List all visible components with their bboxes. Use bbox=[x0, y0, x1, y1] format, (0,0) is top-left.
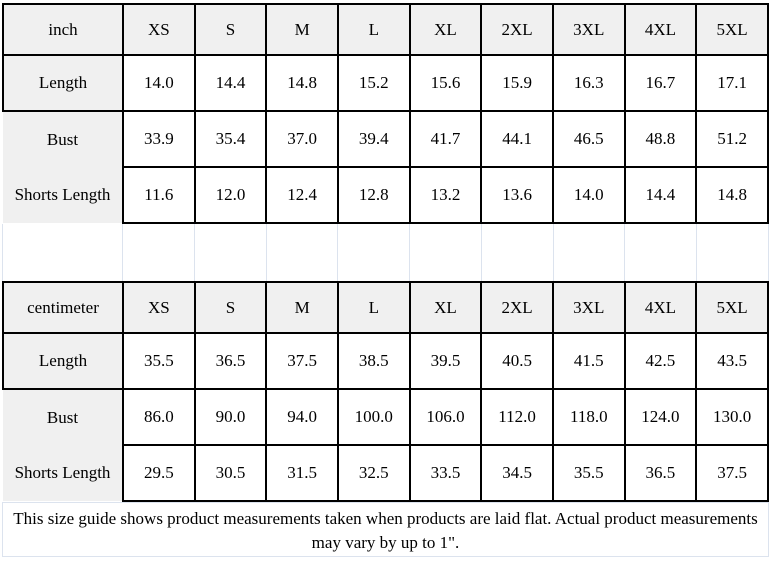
measurement-cell: 15.2 bbox=[338, 55, 410, 111]
measurement-cell: 12.8 bbox=[338, 167, 410, 223]
measurement-cell: 15.9 bbox=[481, 55, 553, 111]
centimeter-size-table bbox=[2, 281, 769, 502]
measurement-cell: 31.5 bbox=[266, 445, 338, 501]
measurement-cell: 14.8 bbox=[696, 167, 768, 223]
measurement-cell: 33.9 bbox=[123, 111, 195, 167]
measurement-cell: 33.5 bbox=[410, 445, 482, 501]
measurement-cell: 36.5 bbox=[195, 333, 267, 389]
gridline-cell bbox=[554, 224, 626, 281]
measurement-cell: 37.0 bbox=[266, 111, 338, 167]
gridline-cell bbox=[625, 224, 697, 281]
size-column-header: XL bbox=[410, 282, 482, 333]
size-column-header: XS bbox=[123, 4, 195, 55]
measurement-cell: 16.3 bbox=[553, 55, 625, 111]
table-row bbox=[3, 333, 768, 389]
disclaimer-line2: may vary by up to 1". bbox=[311, 533, 460, 552]
measurement-cell: 41.5 bbox=[553, 333, 625, 389]
measurement-cell: 44.1 bbox=[481, 111, 553, 167]
measurement-cell: 118.0 bbox=[553, 389, 625, 445]
measurement-cell: 35.5 bbox=[553, 445, 625, 501]
measurement-cell: 16.7 bbox=[625, 55, 697, 111]
measurement-cell: 14.4 bbox=[625, 167, 697, 223]
measurement-cell: 13.2 bbox=[410, 167, 482, 223]
table-row bbox=[3, 55, 768, 111]
unit-label: centimeter bbox=[3, 282, 123, 333]
measurement-cell: 41.7 bbox=[410, 111, 482, 167]
gridline-cell bbox=[697, 224, 769, 281]
measurement-cell: 32.5 bbox=[338, 445, 410, 501]
table-row bbox=[3, 445, 768, 501]
size-column-header: XS bbox=[123, 282, 195, 333]
size-column-header: S bbox=[195, 4, 267, 55]
measurement-cell: 39.4 bbox=[338, 111, 410, 167]
size-column-header: S bbox=[195, 282, 267, 333]
size-column-header: 3XL bbox=[553, 282, 625, 333]
gridline-cell bbox=[3, 224, 123, 281]
measurement-cell: 48.8 bbox=[625, 111, 697, 167]
gridline-cell bbox=[410, 224, 482, 281]
size-column-header: 5XL bbox=[696, 282, 768, 333]
measurement-cell: 36.5 bbox=[625, 445, 697, 501]
inch-size-table bbox=[2, 3, 769, 224]
size-column-header: 2XL bbox=[481, 282, 553, 333]
size-column-header: M bbox=[266, 282, 338, 333]
measurement-cell: 12.4 bbox=[266, 167, 338, 223]
measurement-cell: 12.0 bbox=[195, 167, 267, 223]
size-column-header: 2XL bbox=[481, 4, 553, 55]
gridline-cell bbox=[267, 224, 339, 281]
measurement-cell: 51.2 bbox=[696, 111, 768, 167]
measurement-cell: 35.5 bbox=[123, 333, 195, 389]
measurement-cell: 39.5 bbox=[410, 333, 482, 389]
measurement-cell: 124.0 bbox=[625, 389, 697, 445]
row-label: Bust bbox=[3, 389, 123, 445]
measurement-cell: 42.5 bbox=[625, 333, 697, 389]
size-column-header: 4XL bbox=[625, 282, 697, 333]
size-guide-disclaimer bbox=[2, 502, 769, 557]
measurement-cell: 130.0 bbox=[696, 389, 768, 445]
measurement-cell: 14.0 bbox=[553, 167, 625, 223]
measurement-cell: 17.1 bbox=[696, 55, 768, 111]
disclaimer-line1: This size guide shows product measurements taken when products are laid flat. Actual product measurements bbox=[13, 509, 758, 528]
row-label: Shorts Length bbox=[3, 445, 123, 501]
table-row bbox=[3, 111, 768, 167]
measurement-cell: 30.5 bbox=[195, 445, 267, 501]
row-label: Bust bbox=[3, 111, 123, 167]
size-column-header: L bbox=[338, 4, 410, 55]
table-row bbox=[3, 167, 768, 223]
measurement-cell: 29.5 bbox=[123, 445, 195, 501]
gridline-cell bbox=[195, 224, 267, 281]
size-column-header: L bbox=[338, 282, 410, 333]
measurement-cell: 106.0 bbox=[410, 389, 482, 445]
size-column-header: 5XL bbox=[696, 4, 768, 55]
row-label: Length bbox=[3, 333, 123, 389]
measurement-cell: 100.0 bbox=[338, 389, 410, 445]
measurement-cell: 86.0 bbox=[123, 389, 195, 445]
measurement-cell: 37.5 bbox=[696, 445, 768, 501]
measurement-cell: 15.6 bbox=[410, 55, 482, 111]
table-row bbox=[3, 389, 768, 445]
size-column-header: M bbox=[266, 4, 338, 55]
measurement-cell: 11.6 bbox=[123, 167, 195, 223]
size-column-header: XL bbox=[410, 4, 482, 55]
size-column-header: 3XL bbox=[553, 4, 625, 55]
measurement-cell: 13.6 bbox=[481, 167, 553, 223]
gridline-cell bbox=[482, 224, 554, 281]
measurement-cell: 35.4 bbox=[195, 111, 267, 167]
row-label: Length bbox=[3, 55, 123, 111]
measurement-cell: 112.0 bbox=[481, 389, 553, 445]
measurement-cell: 14.8 bbox=[266, 55, 338, 111]
measurement-cell: 14.0 bbox=[123, 55, 195, 111]
table-gap-gridlines bbox=[2, 224, 769, 281]
measurement-cell: 40.5 bbox=[481, 333, 553, 389]
gridline-cell bbox=[338, 224, 410, 281]
inch-header-row bbox=[3, 4, 768, 55]
measurement-cell: 37.5 bbox=[266, 333, 338, 389]
gridline-cell bbox=[123, 224, 195, 281]
measurement-cell: 94.0 bbox=[266, 389, 338, 445]
measurement-cell: 90.0 bbox=[195, 389, 267, 445]
measurement-cell: 34.5 bbox=[481, 445, 553, 501]
measurement-cell: 43.5 bbox=[696, 333, 768, 389]
measurement-cell: 14.4 bbox=[195, 55, 267, 111]
centimeter-header-row bbox=[3, 282, 768, 333]
measurement-cell: 46.5 bbox=[553, 111, 625, 167]
size-column-header: 4XL bbox=[625, 4, 697, 55]
unit-label: inch bbox=[3, 4, 123, 55]
row-label: Shorts Length bbox=[3, 167, 123, 223]
measurement-cell: 38.5 bbox=[338, 333, 410, 389]
